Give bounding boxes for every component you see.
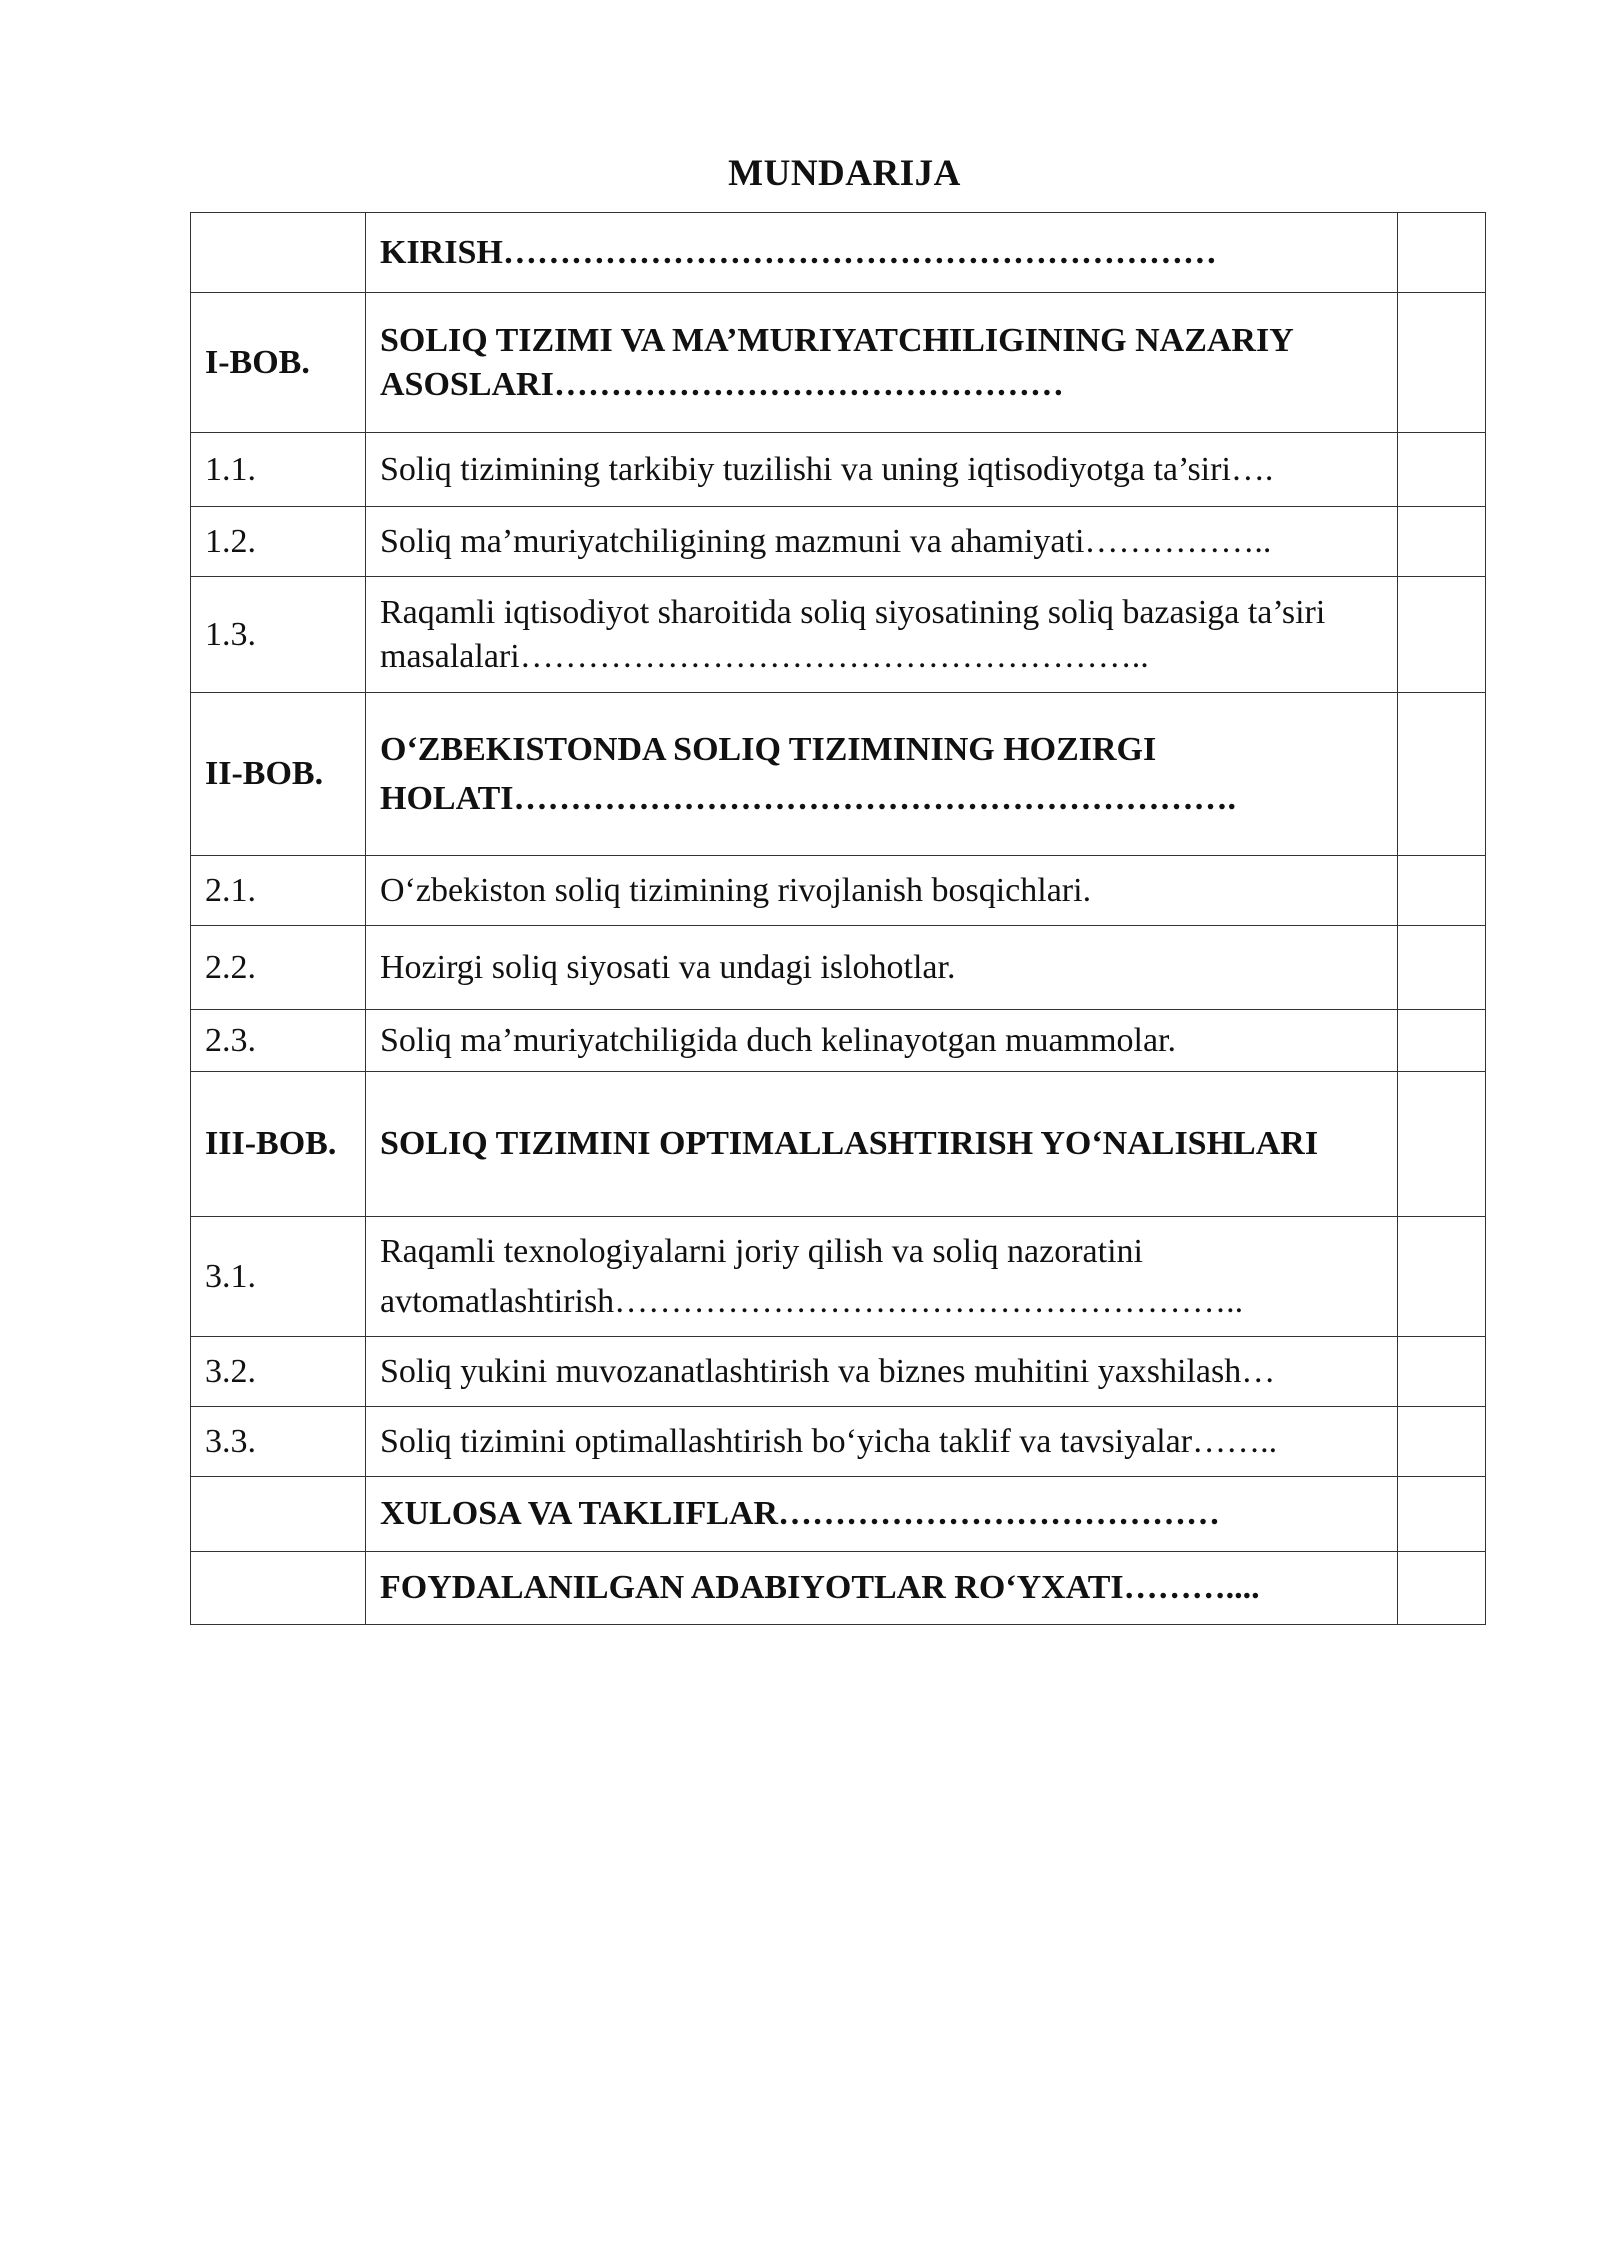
toc-row-title: Raqamli texnologiyalarni joriy qilish va soliq nazoratini avtomatlashtirish……………………………………………….. [366,1217,1398,1337]
toc-row [191,293,1486,433]
toc-row [191,1552,1486,1625]
toc-row-title: O‘zbekiston soliq tizimining rivojlanish bosqichlari. [366,856,1398,926]
toc-row-number: 3.2. [191,1337,366,1407]
toc-row-title: Soliq yukini muvozanatlashtirish va biznes muhitini yaxshilash… [366,1337,1398,1407]
toc-row-number: 3.3. [191,1407,366,1477]
toc-row-page [1398,926,1486,1010]
toc-row-page [1398,1407,1486,1477]
page-title: MUNDARIJA [728,153,961,194]
toc-row-number: 2.2. [191,926,366,1010]
toc-row [191,213,1486,293]
toc-row-page [1398,693,1486,856]
toc-row-page [1398,577,1486,693]
toc-row-number: 1.3. [191,577,366,693]
toc-row-title: Soliq tizimining tarkibiy tuzilishi va uning iqtisodiyotga ta’siri…. [366,433,1398,507]
toc-row-title: Raqamli iqtisodiyot sharoitida soliq siyosatining soliq bazasiga ta’siri masalalari……………………………………………….. [366,577,1398,693]
toc-row [191,433,1486,507]
toc-row-number: 2.1. [191,856,366,926]
toc-row-title: XULOSA VA TAKLIFLAR………………………………… [366,1477,1398,1552]
toc-row-page [1398,1010,1486,1072]
toc-row-page [1398,856,1486,926]
toc-row-number [191,1477,366,1552]
toc-row-title: SOLIQ TIZIMINI OPTIMALLASHTIRISH YO‘NALISHLARI [366,1072,1398,1217]
toc-row-page [1398,1337,1486,1407]
toc-row-title: KIRISH……………………………………………………… [366,213,1398,293]
toc-row-title: Soliq ma’muriyatchiligining mazmuni va ahamiyati…………….. [366,507,1398,577]
toc-row [191,856,1486,926]
toc-row-number: 1.1. [191,433,366,507]
toc-row-page [1398,1072,1486,1217]
toc-table [190,212,1486,1625]
toc-row [191,693,1486,856]
toc-row-title: FOYDALANILGAN ADABIYOTLAR RO‘YXATI……….... [366,1552,1398,1625]
toc-row-number: I-BOB. [191,293,366,433]
toc-row-page [1398,507,1486,577]
toc-row-title: O‘ZBEKISTONDA SOLIQ TIZIMINING HOZIRGI HOLATI………………………………………………………. [366,693,1398,856]
toc-row-number [191,1552,366,1625]
toc-row-title: Soliq tizimini optimallashtirish bo‘yicha taklif va tavsiyalar…….. [366,1407,1398,1477]
toc-row-number: 2.3. [191,1010,366,1072]
toc-row-page [1398,1552,1486,1625]
toc-row [191,1217,1486,1337]
toc-row-number: II-BOB. [191,693,366,856]
toc-row-page [1398,293,1486,433]
toc-row-page [1398,1477,1486,1552]
toc-row [191,1072,1486,1217]
toc-row-page [1398,213,1486,293]
toc-row [191,1337,1486,1407]
toc-row [191,1010,1486,1072]
toc-row-number: 3.1. [191,1217,366,1337]
toc-row [191,1407,1486,1477]
toc-row [191,507,1486,577]
toc-row-title: Soliq ma’muriyatchiligida duch kelinayotgan muammolar. [366,1010,1398,1072]
toc-row-number [191,213,366,293]
toc-row-page [1398,1217,1486,1337]
toc-row [191,1477,1486,1552]
toc-row-number: 1.2. [191,507,366,577]
toc-row-number: III-BOB. [191,1072,366,1217]
toc-row-title: SOLIQ TIZIMI VA MA’MURIYATCHILIGINING NAZARIY ASOSLARI……………………………………… [366,293,1398,433]
toc-row [191,926,1486,1010]
toc-row [191,577,1486,693]
toc-row-page [1398,433,1486,507]
toc-row-title: Hozirgi soliq siyosati va undagi islohotlar. [366,926,1398,1010]
